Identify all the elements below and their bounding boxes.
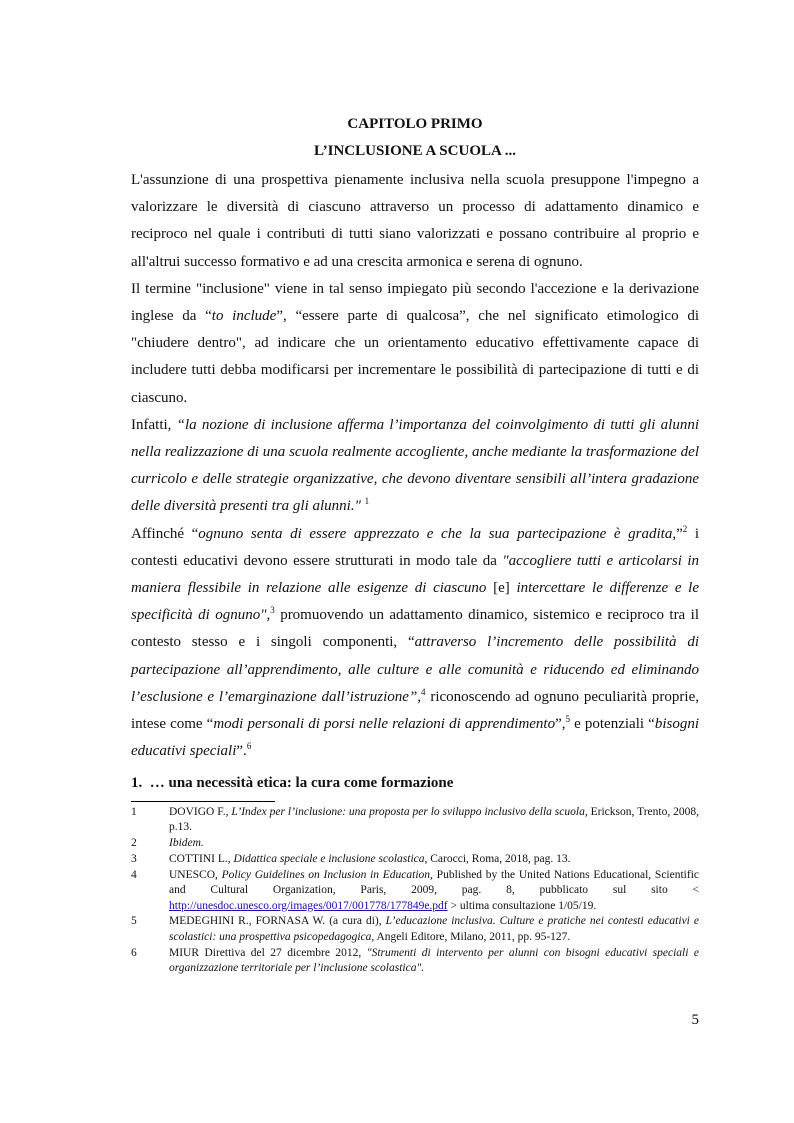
section-title-text: … una necessità etica: la cura come formazione bbox=[149, 775, 454, 791]
footnote-text bbox=[169, 946, 699, 977]
section-number: 1. bbox=[131, 775, 143, 791]
text-run: [e] bbox=[486, 580, 517, 597]
footnote-text bbox=[169, 868, 699, 914]
text-run: > ultima consultazione 1/05/19. bbox=[447, 899, 597, 912]
footnote bbox=[131, 946, 699, 977]
footnote-ref: 1 bbox=[364, 496, 370, 507]
text-run: Il termine "inclusione" viene in tal senso impiegato più secondo l'accezione e la derivazione inglese da “ bbox=[131, 280, 699, 325]
footnote-ref: 2 bbox=[682, 523, 688, 534]
text-run: MIUR Direttiva del 27 dicembre 2012, bbox=[169, 946, 367, 959]
footnote-ref: 6 bbox=[246, 741, 252, 752]
italic-run: L’educazione inclusiva. Culture e pratiche nei contesti educativi e scolastici: una prospettiva psicopedagogica, bbox=[169, 915, 700, 943]
paragraph-2 bbox=[131, 276, 699, 412]
footnote bbox=[131, 868, 699, 914]
footnote-text bbox=[169, 852, 699, 867]
italic-run: ognuno senta di essere apprezzato e che la sua partecipazione è gradita, bbox=[198, 525, 677, 542]
text-run: DOVIGO F., bbox=[169, 806, 232, 818]
chapter-title: L’INCLUSIONE A SCUOLA ... bbox=[313, 143, 516, 159]
italic-run: "Strumenti di intervento per alunni con bisogni educativi speciali e organizzazione territoriale per l’inclusione scolastica". bbox=[169, 946, 699, 974]
text-run: ” bbox=[676, 525, 683, 542]
italic-run: Didattica speciale e inclusione scolastica, bbox=[233, 853, 428, 866]
italic-run: intercettare le differenze e le specificità di ognuno", bbox=[131, 580, 700, 624]
italic-run: Policy Guidelines on Inclusion in Education, bbox=[221, 868, 433, 881]
footnote-number: 4 bbox=[131, 868, 137, 881]
text-run: COTTINI L., bbox=[169, 853, 234, 866]
text-run: Published by the United Nations Educational, Scientific and Cultural Organization, Paris, 2009, pag. 8, pubblicato sul sito < bbox=[169, 868, 699, 897]
footnote-number: 6 bbox=[131, 946, 137, 959]
italic-run: modi personali di porsi nelle relazioni di apprendimento bbox=[213, 716, 556, 733]
footnote bbox=[131, 852, 699, 867]
page-number: 5 bbox=[691, 1012, 699, 1028]
footnote-text bbox=[169, 805, 699, 836]
text-run: Carocci, Roma, 2018, pag. 13. bbox=[427, 853, 571, 866]
text-run: ”. bbox=[236, 743, 247, 760]
footnote bbox=[131, 836, 699, 851]
footnote-ref: 5 bbox=[565, 714, 571, 725]
italic-run: L’Index per l’inclusione: una proposta per lo sviluppo inclusivo della scuola, bbox=[231, 806, 588, 818]
footnote-number: 5 bbox=[131, 915, 137, 928]
text-run: Infatti, bbox=[131, 416, 177, 433]
text-run: i contesti educativi devono essere strutturati in modo tale da bbox=[131, 525, 700, 569]
italic-run: to include bbox=[211, 308, 277, 325]
footnotes bbox=[131, 805, 699, 977]
italic-run: attraverso l’incremento delle possibilità di partecipazione all’apprendimento, alle culture e alle comunità e riducendo ed eliminando l’esclusione e l’emarginazione dall’istruzione”, bbox=[131, 634, 699, 705]
italic-run: "accogliere tutti e articolarsi in maniera flessibile in relazione alle esigenze di ciascuno bbox=[131, 552, 699, 597]
paragraph-1: L'assunzione di una prospettiva pienamente inclusiva nella scuola presuppone l'impegno a valorizzare le diversità di ciascuno attraverso un processo di adattamento dinamico e reciproco nel quale i contributi di tutti siano valorizzati e possano contribuire al proprio e all'altrui successo formativo e ad una crescita armonica e serena di ognuno. bbox=[131, 172, 699, 270]
italic-run: bisogni educativi speciali bbox=[131, 716, 699, 760]
text-run: MEDEGHINI R., FORNASA W. (a cura di), bbox=[169, 915, 386, 928]
footnote-text bbox=[169, 914, 699, 945]
footnote-number: 3 bbox=[131, 853, 137, 866]
unesco-link[interactable]: http://unesdoc.unesco.org/images/0017/001778/177849e.pdf bbox=[169, 899, 448, 912]
text-run: Angeli Editore, Milano, 2011, pp. 95-127. bbox=[374, 930, 571, 943]
text-run: e potenziali “ bbox=[570, 716, 655, 733]
italic-run: Ibidem. bbox=[169, 837, 204, 850]
footnote-separator bbox=[131, 801, 275, 802]
text-run: Erickson, Trento, 2008, p.13. bbox=[169, 806, 699, 834]
footnote-text bbox=[169, 836, 699, 851]
text-run: ”, bbox=[555, 716, 566, 733]
text-run: ”, “essere parte di qualcosa”, che nel significato etimologico di "chiudere dentro", ad indicare che un orientamento educativo effettivamente capace di includere tutti debba modificarsi per incrementare le possibilità di partecipazione di tutti e di ciascuno. bbox=[131, 308, 699, 406]
body-text bbox=[131, 167, 699, 765]
text-run: Affinché “ bbox=[131, 525, 199, 542]
footnote bbox=[131, 805, 699, 836]
chapter-label: CAPITOLO PRIMO bbox=[347, 116, 483, 132]
section-heading bbox=[131, 775, 699, 792]
footnote-ref: 3 bbox=[270, 605, 275, 616]
text-run: promuovendo un adattamento dinamico, sistemico e reciproco tra il contesto stesso e i singoli componenti, “ bbox=[131, 607, 699, 651]
footnote-number: 1 bbox=[131, 806, 137, 818]
paragraph-4 bbox=[131, 521, 699, 766]
italic-run: “la nozione di inclusione afferma l’importanza del coinvolgimento di tutti gli alunni nella realizzazione di una scuola realmente accogliente, anche mediante la trasformazione del curricolo e delle strategie organizzative, che devono diventare sensibili all’intera gradazione delle diversità presenti tra gli alunni." bbox=[131, 416, 699, 515]
footnote bbox=[131, 914, 699, 945]
text-run: UNESCO, bbox=[169, 868, 222, 881]
text-run: riconoscendo ad ognuno peculiarità proprie, intese come “ bbox=[131, 688, 699, 733]
paragraph-3 bbox=[131, 412, 699, 521]
footnote-number: 2 bbox=[131, 837, 137, 850]
footnote-ref: 4 bbox=[421, 686, 426, 697]
